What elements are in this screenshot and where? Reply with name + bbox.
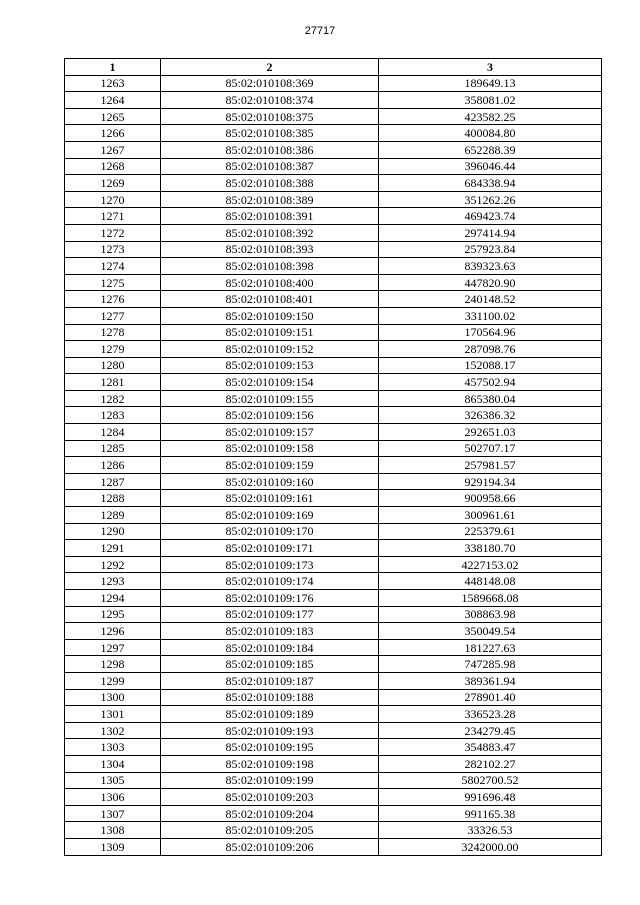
table-row	[65, 556, 602, 573]
value-cell: 423582.25	[379, 108, 602, 125]
value-cell: 240148.52	[379, 291, 602, 308]
page-number: 27717	[304, 25, 336, 37]
cadastral-number-cell: 85:02:010109:170	[161, 523, 379, 540]
row-number-cell: 1263	[65, 75, 161, 92]
table-row	[65, 241, 602, 258]
row-number-cell: 1294	[65, 590, 161, 607]
row-number-cell: 1274	[65, 258, 161, 275]
row-number-cell: 1300	[65, 689, 161, 706]
table-row	[65, 706, 602, 723]
table-row	[65, 390, 602, 407]
row-number-cell: 1289	[65, 507, 161, 524]
cadastral-number-cell: 85:02:010109:158	[161, 440, 379, 457]
cadastral-number-cell: 85:02:010109:169	[161, 507, 379, 524]
table-row	[65, 689, 602, 706]
cadastral-number-cell: 85:02:010109:159	[161, 457, 379, 474]
value-cell: 278901.40	[379, 689, 602, 706]
row-number-cell: 1267	[65, 141, 161, 158]
value-cell: 900958.66	[379, 490, 602, 507]
cadastral-number-cell: 85:02:010108:392	[161, 224, 379, 241]
row-number-cell: 1283	[65, 407, 161, 424]
cadastral-number-cell: 85:02:010108:393	[161, 241, 379, 258]
row-number-cell: 1308	[65, 822, 161, 839]
value-cell: 1589668.08	[379, 590, 602, 607]
cadastral-number-cell: 85:02:010108:374	[161, 92, 379, 109]
cadastral-number-cell: 85:02:010109:195	[161, 739, 379, 756]
table-body	[65, 75, 602, 855]
cadastral-number-cell: 85:02:010109:187	[161, 672, 379, 689]
cadastral-number-cell: 85:02:010109:205	[161, 822, 379, 839]
value-cell: 684338.94	[379, 175, 602, 192]
value-cell: 257981.57	[379, 457, 602, 474]
value-cell: 326386.32	[379, 407, 602, 424]
table-row	[65, 789, 602, 806]
value-cell: 336523.28	[379, 706, 602, 723]
value-cell: 234279.45	[379, 722, 602, 739]
table-row	[65, 623, 602, 640]
row-number-cell: 1301	[65, 706, 161, 723]
value-cell: 839323.63	[379, 258, 602, 275]
table-row	[65, 672, 602, 689]
cadastral-number-cell: 85:02:010108:387	[161, 158, 379, 175]
row-number-cell: 1299	[65, 672, 161, 689]
table-row	[65, 324, 602, 341]
cadastral-number-cell: 85:02:010109:153	[161, 357, 379, 374]
row-number-cell: 1286	[65, 457, 161, 474]
row-number-cell: 1273	[65, 241, 161, 258]
cadastral-number-cell: 85:02:010108:401	[161, 291, 379, 308]
row-number-cell: 1304	[65, 755, 161, 772]
value-cell: 502707.17	[379, 440, 602, 457]
cadastral-number-cell: 85:02:010109:188	[161, 689, 379, 706]
table-row	[65, 224, 602, 241]
row-number-cell: 1264	[65, 92, 161, 109]
header-row	[65, 59, 602, 76]
row-number-cell: 1305	[65, 772, 161, 789]
row-number-cell: 1309	[65, 838, 161, 855]
value-cell: 5802700.52	[379, 772, 602, 789]
table-header	[65, 59, 602, 76]
value-cell: 287098.76	[379, 341, 602, 358]
table-row	[65, 490, 602, 507]
table-row	[65, 590, 602, 607]
cadastral-number-cell: 85:02:010109:173	[161, 556, 379, 573]
row-number-cell: 1296	[65, 623, 161, 640]
header-cell-3: 3	[379, 59, 602, 76]
cadastral-number-cell: 85:02:010108:385	[161, 125, 379, 142]
value-cell: 338180.70	[379, 540, 602, 557]
table-row	[65, 75, 602, 92]
row-number-cell: 1293	[65, 573, 161, 590]
row-number-cell: 1272	[65, 224, 161, 241]
table-row	[65, 739, 602, 756]
row-number-cell: 1278	[65, 324, 161, 341]
value-cell: 170564.96	[379, 324, 602, 341]
table-row	[65, 523, 602, 540]
cadastral-number-cell: 85:02:010109:154	[161, 374, 379, 391]
cadastral-number-cell: 85:02:010109:151	[161, 324, 379, 341]
value-cell: 457502.94	[379, 374, 602, 391]
value-cell: 396046.44	[379, 158, 602, 175]
table-row	[65, 274, 602, 291]
table-row	[65, 258, 602, 275]
row-number-cell: 1285	[65, 440, 161, 457]
table-row	[65, 374, 602, 391]
row-number-cell: 1266	[65, 125, 161, 142]
table-row	[65, 772, 602, 789]
row-number-cell: 1279	[65, 341, 161, 358]
row-number-cell: 1265	[65, 108, 161, 125]
table-row	[65, 440, 602, 457]
cadastral-number-cell: 85:02:010109:199	[161, 772, 379, 789]
cadastral-number-cell: 85:02:010109:174	[161, 573, 379, 590]
table-row	[65, 573, 602, 590]
cadastral-number-cell: 85:02:010109:193	[161, 722, 379, 739]
cadastral-number-cell: 85:02:010109:184	[161, 639, 379, 656]
row-number-cell: 1282	[65, 390, 161, 407]
cadastral-number-cell: 85:02:010108:375	[161, 108, 379, 125]
value-cell: 331100.02	[379, 307, 602, 324]
cadastral-number-cell: 85:02:010109:203	[161, 789, 379, 806]
cadastral-number-cell: 85:02:010109:183	[161, 623, 379, 640]
table-row	[65, 656, 602, 673]
cadastral-number-cell: 85:02:010108:389	[161, 191, 379, 208]
table-row	[65, 457, 602, 474]
cadastral-number-cell: 85:02:010109:150	[161, 307, 379, 324]
value-cell: 225379.61	[379, 523, 602, 540]
row-number-cell: 1281	[65, 374, 161, 391]
value-cell: 991696.48	[379, 789, 602, 806]
value-cell: 4227153.02	[379, 556, 602, 573]
table-row	[65, 838, 602, 855]
value-cell: 351262.26	[379, 191, 602, 208]
row-number-cell: 1306	[65, 789, 161, 806]
cadastral-number-cell: 85:02:010109:161	[161, 490, 379, 507]
value-cell: 448148.08	[379, 573, 602, 590]
table-row	[65, 755, 602, 772]
value-cell: 33326.53	[379, 822, 602, 839]
table-row	[65, 473, 602, 490]
table-row	[65, 191, 602, 208]
value-cell: 747285.98	[379, 656, 602, 673]
header-cell-1: 1	[65, 59, 161, 76]
row-number-cell: 1292	[65, 556, 161, 573]
cadastral-number-cell: 85:02:010108:398	[161, 258, 379, 275]
row-number-cell: 1303	[65, 739, 161, 756]
value-cell: 181227.63	[379, 639, 602, 656]
table-row	[65, 125, 602, 142]
table-row	[65, 158, 602, 175]
value-cell: 189649.13	[379, 75, 602, 92]
cadastral-number-cell: 85:02:010109:155	[161, 390, 379, 407]
row-number-cell: 1270	[65, 191, 161, 208]
value-cell: 865380.04	[379, 390, 602, 407]
value-cell: 652288.39	[379, 141, 602, 158]
table-row	[65, 722, 602, 739]
row-number-cell: 1269	[65, 175, 161, 192]
row-number-cell: 1297	[65, 639, 161, 656]
table-row	[65, 341, 602, 358]
table-row	[65, 357, 602, 374]
value-cell: 400084.80	[379, 125, 602, 142]
cadastral-number-cell: 85:02:010109:206	[161, 838, 379, 855]
row-number-cell: 1275	[65, 274, 161, 291]
value-cell: 929194.34	[379, 473, 602, 490]
row-number-cell: 1307	[65, 805, 161, 822]
row-number-cell: 1280	[65, 357, 161, 374]
row-number-cell: 1288	[65, 490, 161, 507]
cadastral-number-cell: 85:02:010109:204	[161, 805, 379, 822]
cadastral-number-cell: 85:02:010109:198	[161, 755, 379, 772]
cadastral-number-cell: 85:02:010108:391	[161, 208, 379, 225]
value-cell: 257923.84	[379, 241, 602, 258]
table-row	[65, 141, 602, 158]
value-cell: 308863.98	[379, 606, 602, 623]
table-row	[65, 805, 602, 822]
row-number-cell: 1298	[65, 656, 161, 673]
cadastral-number-cell: 85:02:010108:369	[161, 75, 379, 92]
cadastral-number-cell: 85:02:010109:157	[161, 424, 379, 441]
value-cell: 152088.17	[379, 357, 602, 374]
cadastral-number-cell: 85:02:010109:177	[161, 606, 379, 623]
table-row	[65, 108, 602, 125]
cadastral-number-cell: 85:02:010109:152	[161, 341, 379, 358]
row-number-cell: 1287	[65, 473, 161, 490]
table-row	[65, 606, 602, 623]
value-cell: 447820.90	[379, 274, 602, 291]
cadastral-number-cell: 85:02:010108:388	[161, 175, 379, 192]
table-row	[65, 92, 602, 109]
table-row	[65, 424, 602, 441]
row-number-cell: 1284	[65, 424, 161, 441]
value-cell: 389361.94	[379, 672, 602, 689]
row-number-cell: 1276	[65, 291, 161, 308]
table-row	[65, 507, 602, 524]
value-cell: 3242000.00	[379, 838, 602, 855]
value-cell: 297414.94	[379, 224, 602, 241]
table-row	[65, 175, 602, 192]
table-row	[65, 822, 602, 839]
row-number-cell: 1302	[65, 722, 161, 739]
table-row	[65, 307, 602, 324]
value-cell: 354883.47	[379, 739, 602, 756]
table-row	[65, 540, 602, 557]
cadastral-number-cell: 85:02:010109:176	[161, 590, 379, 607]
value-cell: 300961.61	[379, 507, 602, 524]
value-cell: 282102.27	[379, 755, 602, 772]
table-row	[65, 208, 602, 225]
value-cell: 292651.03	[379, 424, 602, 441]
cadastral-number-cell: 85:02:010109:189	[161, 706, 379, 723]
row-number-cell: 1295	[65, 606, 161, 623]
value-cell: 991165.38	[379, 805, 602, 822]
data-table	[64, 58, 602, 856]
cadastral-number-cell: 85:02:010108:386	[161, 141, 379, 158]
value-cell: 350049.54	[379, 623, 602, 640]
cadastral-number-cell: 85:02:010109:185	[161, 656, 379, 673]
row-number-cell: 1268	[65, 158, 161, 175]
row-number-cell: 1271	[65, 208, 161, 225]
row-number-cell: 1277	[65, 307, 161, 324]
header-cell-2: 2	[161, 59, 379, 76]
row-number-cell: 1290	[65, 523, 161, 540]
cadastral-number-cell: 85:02:010109:156	[161, 407, 379, 424]
value-cell: 358081.02	[379, 92, 602, 109]
table-row	[65, 291, 602, 308]
table-row	[65, 639, 602, 656]
value-cell: 469423.74	[379, 208, 602, 225]
cadastral-number-cell: 85:02:010109:160	[161, 473, 379, 490]
cadastral-number-cell: 85:02:010108:400	[161, 274, 379, 291]
cadastral-number-cell: 85:02:010109:171	[161, 540, 379, 557]
row-number-cell: 1291	[65, 540, 161, 557]
table-row	[65, 407, 602, 424]
